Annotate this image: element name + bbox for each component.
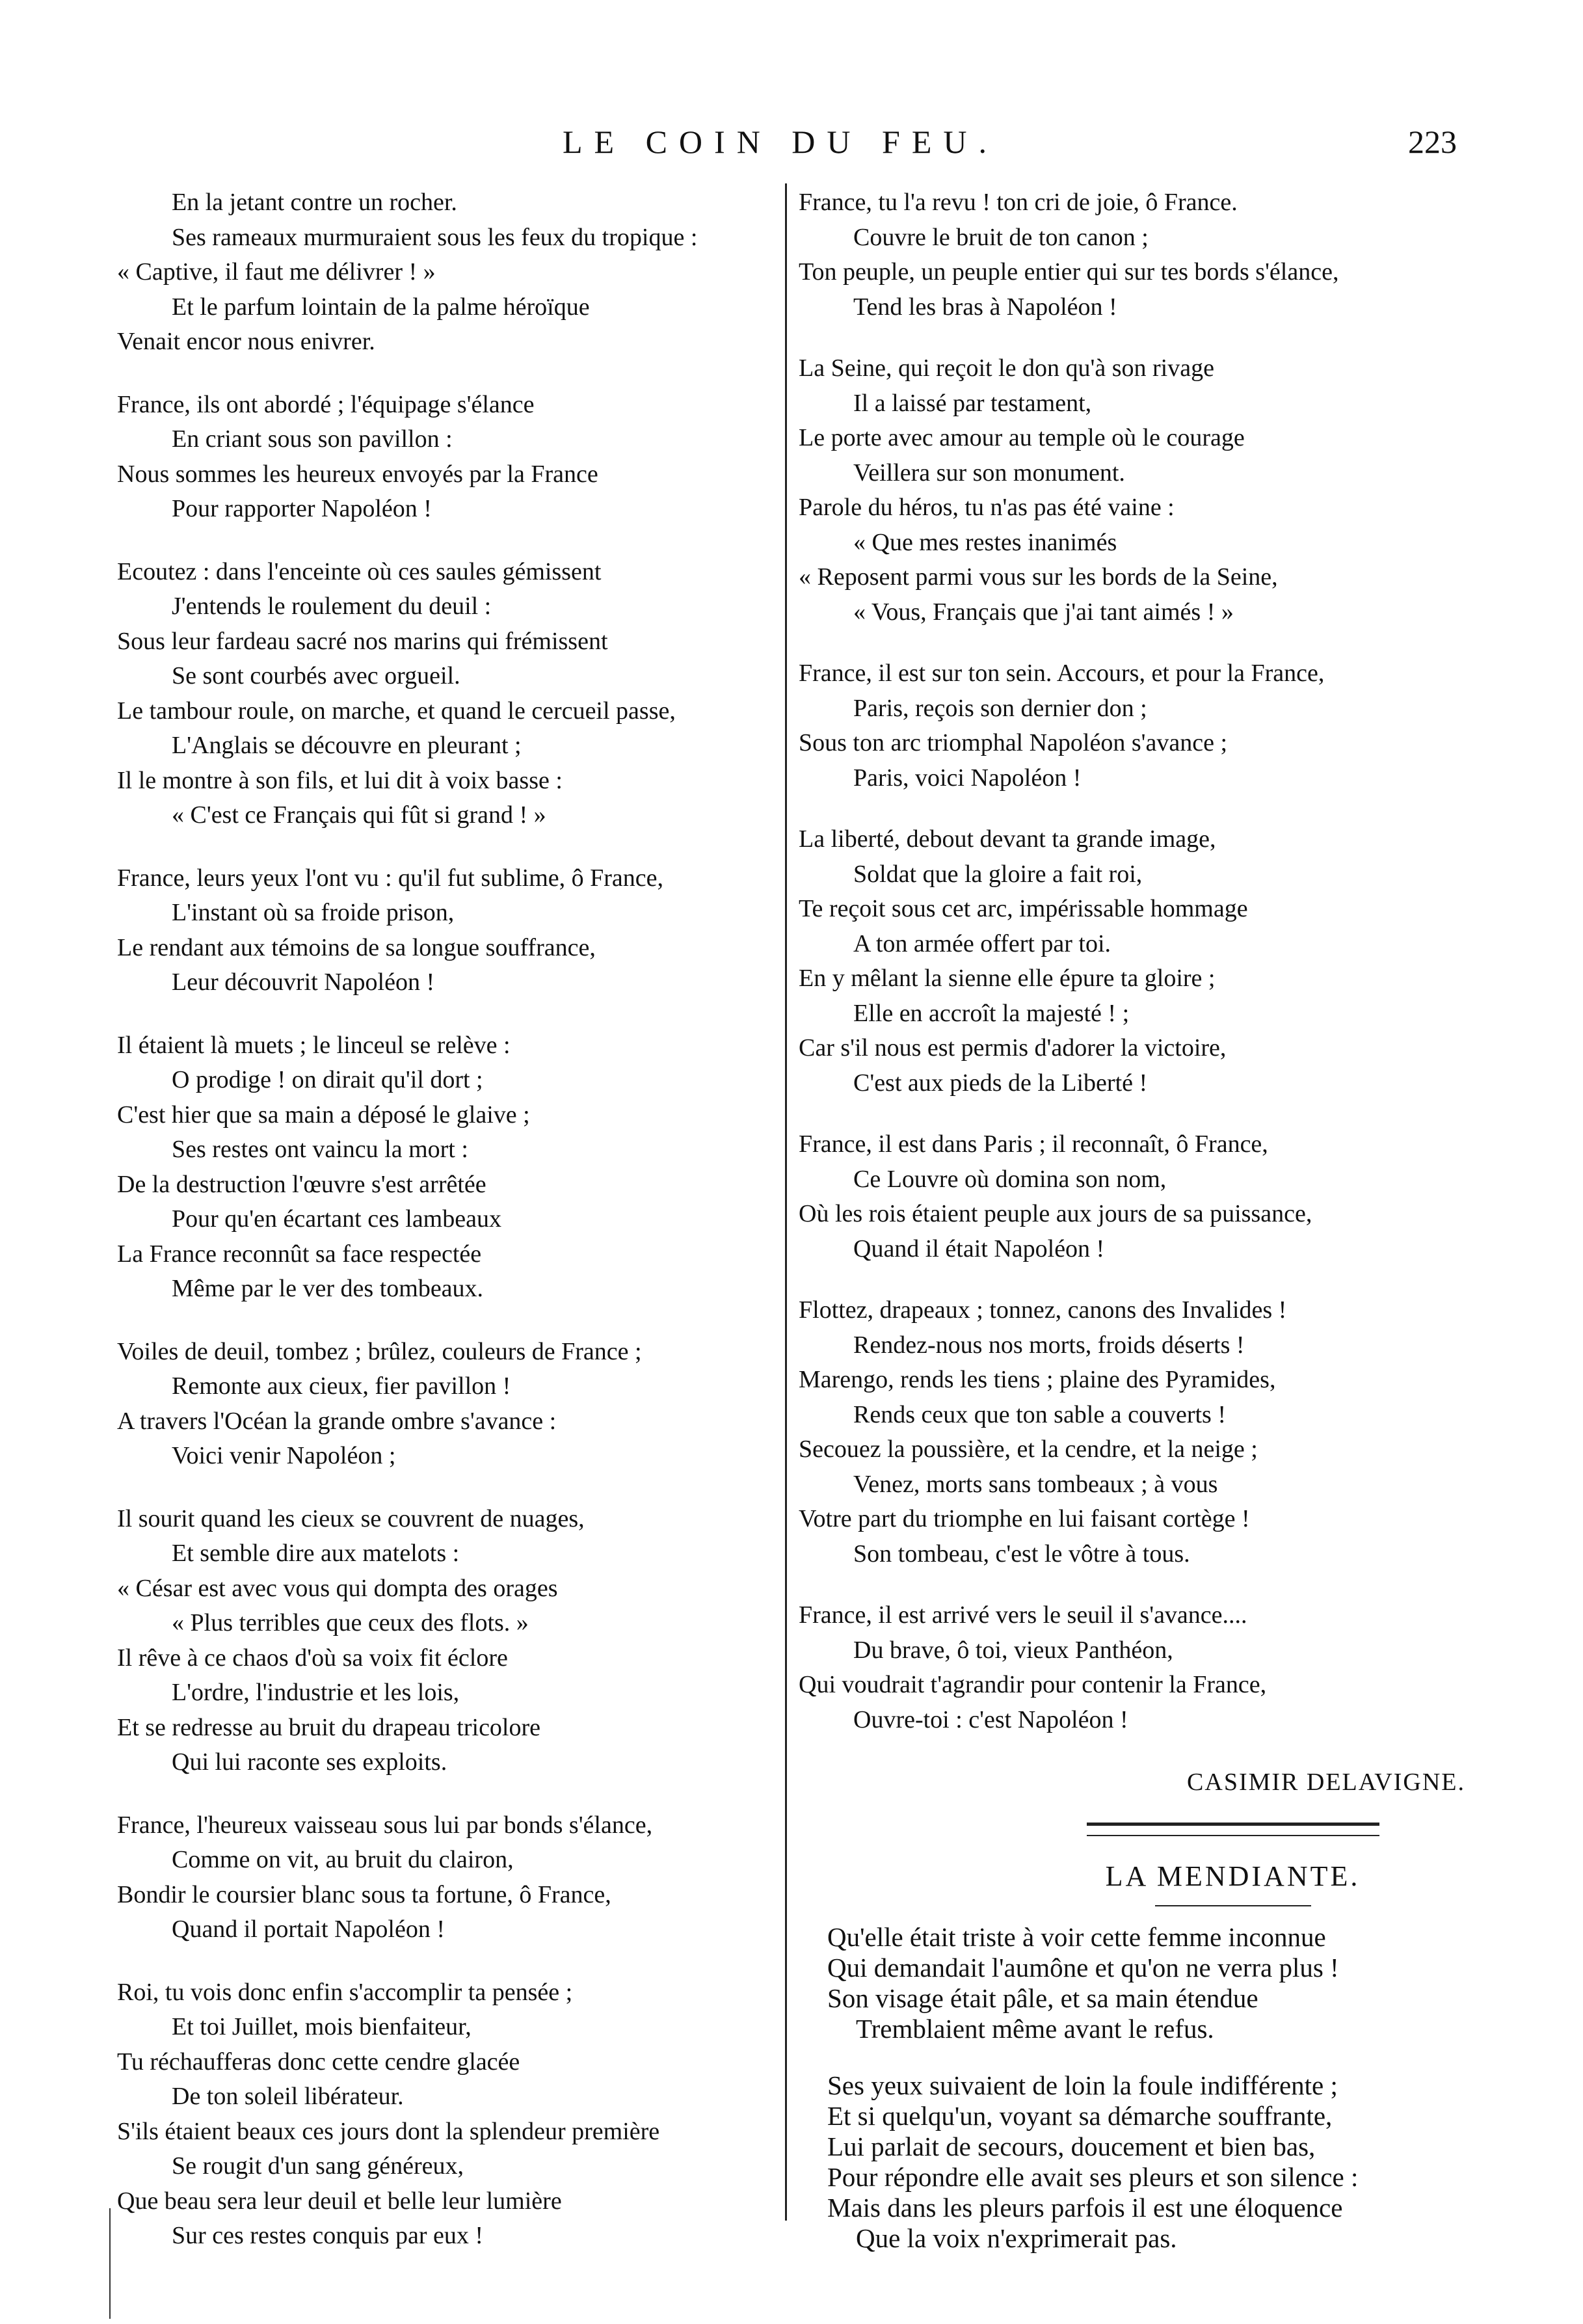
verse-line: La liberté, debout devant ta grande image, [799,825,1216,853]
verse-line: Roi, tu vois donc enfin s'accomplir ta pensée ; [117,1978,573,2006]
verse-line: « Que mes restes inanimés [853,528,1117,556]
verse-line: France, l'heureux vaisseau sous lui par bonds s'élance, [117,1811,653,1839]
verse-line: Et se redresse au bruit du drapeau tricolore [117,1713,541,1741]
verse-line: Rendez-nous nos morts, froids déserts ! [853,1331,1245,1359]
verse-line: Son tombeau, c'est le vôtre à tous. [853,1540,1190,1568]
verse-line: L'instant où sa froide prison, [172,899,455,926]
verse-line: En criant sous son pavillon : [172,425,453,453]
stanza [117,185,777,360]
poem-title: LA MENDIANTE. [1105,1860,1361,1892]
verse-line: Il étaient là muets ; le linceul se relève : [117,1031,511,1059]
running-header [104,116,1457,168]
verse-line: Quand il portait Napoléon ! [172,1916,446,1943]
verse-line: Ce Louvre où domina son nom, [853,1165,1167,1193]
section-divider [1087,1823,1379,1836]
verse-line: Qui lui raconte ses exploits. [172,1748,447,1776]
verse-line: Paris, voici Napoléon ! [853,764,1082,792]
verse-line: O prodige ! on dirait qu'il dort ; [172,1066,483,1093]
verse-line: Pour rapporter Napoléon ! [172,495,432,522]
stanza [117,1502,777,1780]
stanza [117,861,777,1000]
verse-line: Sur ces restes conquis par eux ! [172,2222,484,2249]
verse-line: Couvre le bruit de ton canon ; [853,223,1149,251]
verse-line: J'entends le roulement du deuil : [172,593,492,620]
verse-line: Et toi Juillet, mois bienfaiteur, [172,2013,472,2040]
verse-line: Veillera sur son monument. [853,459,1125,487]
verse-line: Et semble dire aux matelots : [172,1540,460,1567]
verse-line: Et le parfum lointain de la palme héroïque [172,293,590,321]
verse-line: A travers l'Océan la grande ombre s'avance : [117,1407,557,1435]
stanza [117,555,777,833]
margin-mark [109,2208,111,2319]
verse-line: Tremblaient même avant le refus. [856,2014,1214,2044]
verse-line: « Vous, Français que j'ai tant aimés ! » [853,598,1234,626]
stanza [799,1127,1472,1266]
verse-line: Que beau sera leur deuil et belle leur lumière [117,2187,562,2215]
stanza [799,1598,1472,1737]
stanza [799,351,1472,630]
stanza [827,2070,1472,2254]
stanza [799,1293,1472,1571]
verse-line: Où les rois étaient peuple aux jours de sa puissance, [799,1200,1312,1227]
verse-line: « César est avec vous qui dompta des orages [117,1574,558,1602]
verse-line: Ses yeux suivaient de loin la foule indifférente ; [827,2070,1338,2100]
verse-line: Se rougit d'un sang généreux, [172,2152,464,2180]
poem-la-mendiante [799,1922,1472,2254]
verse-line: Le tambour roule, on marche, et quand le cercueil passe, [117,697,676,725]
right-column-poem [799,185,1472,1737]
stanza [117,1335,777,1474]
verse-line: La Seine, qui reçoit le don qu'à son rivage [799,354,1214,382]
verse-line: En la jetant contre un rocher. [172,189,457,216]
verse-line: En y mêlant la sienne elle épure ta gloire ; [799,965,1216,992]
verse-line: Et si quelqu'un, voyant sa démarche souffrante, [827,2101,1333,2131]
column-divider [785,183,787,2221]
verse-line: Tend les bras à Napoléon ! [853,293,1117,321]
verse-line: Venez, morts sans tombeaux ; à vous [853,1470,1218,1498]
page-number: 223 [1408,124,1457,160]
left-column [117,185,777,2282]
verse-line: Mais dans les pleurs parfois il est une éloquence [827,2193,1343,2223]
verse-line: Secouez la poussière, et la cendre, et la neige ; [799,1436,1258,1463]
verse-line: Pour qu'en écartant ces lambeaux [172,1205,501,1233]
verse-line: Flottez, drapeaux ; tonnez, canons des Invalides ! [799,1296,1287,1324]
verse-line: Lui parlait de secours, doucement et bien bas, [827,2131,1316,2161]
verse-line: « C'est ce Français qui fût si grand ! » [172,801,546,829]
verse-line: Car s'il nous est permis d'adorer la victoire, [799,1034,1227,1062]
verse-line: L'Anglais se découvre en pleurant ; [172,732,522,759]
title-rule [1155,1905,1311,1906]
stanza [799,656,1472,795]
verse-line: Se sont courbés avec orgueil. [172,662,460,689]
stanza [799,185,1472,325]
right-column [799,185,1472,2280]
verse-line: France, il est arrivé vers le seuil il s'avance.... [799,1601,1247,1629]
verse-line: Il rêve à ce chaos d'où sa voix fit éclore [117,1644,508,1672]
verse-line: A ton armée offert par toi. [853,929,1111,957]
running-title: LE COIN DU FEU. [563,124,998,160]
verse-line: Tu réchaufferas donc cette cendre glacée [117,2048,520,2076]
stanza [827,1922,1472,2044]
poem-signature: CASIMIR DELAVIGNE. [1187,1769,1465,1796]
verse-line: « Reposent parmi vous sur les bords de la Seine, [799,563,1278,591]
stanza [117,1975,777,2254]
verse-line: L'ordre, l'industrie et les lois, [172,1679,460,1706]
verse-line: C'est hier que sa main a déposé le glaive ; [117,1101,530,1129]
verse-line: France, il est dans Paris ; il reconnaît, ô France, [799,1130,1268,1158]
verse-line: Ton peuple, un peuple entier qui sur tes bords s'élance, [799,258,1339,286]
verse-line: C'est aux pieds de la Liberté ! [853,1069,1148,1097]
verse-line: Elle en accroît la majesté ! ; [853,999,1130,1027]
verse-line: Ses rameaux murmuraient sous les feux du tropique : [172,223,698,251]
verse-line: Qu'elle était triste à voir cette femme inconnue [827,1922,1326,1952]
verse-line: Parole du héros, tu n'as pas été vaine : [799,494,1175,521]
verse-line: Il a laissé par testament, [853,389,1092,417]
verse-line: France, ils ont abordé ; l'équipage s'élance [117,390,535,418]
verse-line: Même par le ver des tombeaux. [172,1275,484,1302]
verse-line: Bondir le coursier blanc sous ta fortune, ô France, [117,1880,611,1908]
verse-line: Ouvre-toi : c'est Napoléon ! [853,1705,1128,1733]
verse-line: Comme on vit, au bruit du clairon, [172,1846,514,1873]
verse-line: Qui voudrait t'agrandir pour contenir la France, [799,1671,1267,1698]
verse-line: Que la voix n'exprimerait pas. [856,2223,1177,2253]
verse-line: Sous leur fardeau sacré nos marins qui frémissent [117,627,608,655]
verse-line: France, leurs yeux l'ont vu : qu'il fut sublime, ô France, [117,864,664,892]
verse-line: Son visage était pâle, et sa main étendue [827,1983,1258,2013]
verse-line: Paris, reçois son dernier don ; [853,694,1147,722]
verse-line: Leur découvrit Napoléon ! [172,968,435,996]
verse-line: Ecoutez : dans l'enceinte où ces saules gémissent [117,557,602,585]
verse-line: Voiles de deuil, tombez ; brûlez, couleurs de France ; [117,1337,642,1365]
verse-line: Soldat que la gloire a fait roi, [853,860,1143,888]
verse-line: Du brave, ô toi, vieux Panthéon, [853,1636,1173,1664]
verse-line: France, tu l'a revu ! ton cri de joie, ô France. [799,189,1238,216]
verse-line: Pour répondre elle avait ses pleurs et son silence : [827,2162,1359,2192]
verse-line: France, il est sur ton sein. Accours, et pour la France, [799,660,1325,687]
verse-line: Nous sommes les heureux envoyés par la France [117,460,598,488]
verse-line: Votre part du triomphe en lui faisant cortège ! [799,1505,1250,1532]
verse-line: Voici venir Napoléon ; [172,1442,396,1469]
stanza [117,1028,777,1307]
verse-line: Il sourit quand les cieux se couvrent de nuages, [117,1504,585,1532]
stanza [799,822,1472,1101]
stanza [117,388,777,527]
verse-line: « Captive, il faut me délivrer ! » [117,258,436,286]
verse-line: Qui demandait l'aumône et qu'on ne verra plus ! [827,1953,1339,1983]
stanza [117,1808,777,1947]
verse-line: La France reconnût sa face respectée [117,1240,482,1268]
verse-line: Il le montre à son fils, et lui dit à voix basse : [117,766,563,794]
verse-line: Ses restes ont vaincu la mort : [172,1136,468,1163]
verse-line: S'ils étaient beaux ces jours dont la splendeur première [117,2117,660,2145]
verse-line: Rends ceux que ton sable a couverts ! [853,1400,1226,1428]
verse-line: Marengo, rends les tiens ; plaine des Pyramides, [799,1366,1276,1393]
verse-line: Remonte aux cieux, fier pavillon ! [172,1372,511,1400]
verse-line: De ton soleil libérateur. [172,2083,404,2110]
verse-line: Venait encor nous enivrer. [117,328,375,355]
verse-line: Sous ton arc triomphal Napoléon s'avance ; [799,729,1228,756]
verse-line: De la destruction l'œuvre s'est arrêtée [117,1170,486,1198]
verse-line: Te reçoit sous cet arc, impérissable hommage [799,895,1248,922]
verse-line: Le rendant aux témoins de sa longue souffrance, [117,933,596,961]
verse-line: « Plus terribles que ceux des flots. » [172,1609,529,1636]
verse-line: Le porte avec amour au temple où le courage [799,424,1245,451]
verse-line: Quand il était Napoléon ! [853,1235,1105,1262]
